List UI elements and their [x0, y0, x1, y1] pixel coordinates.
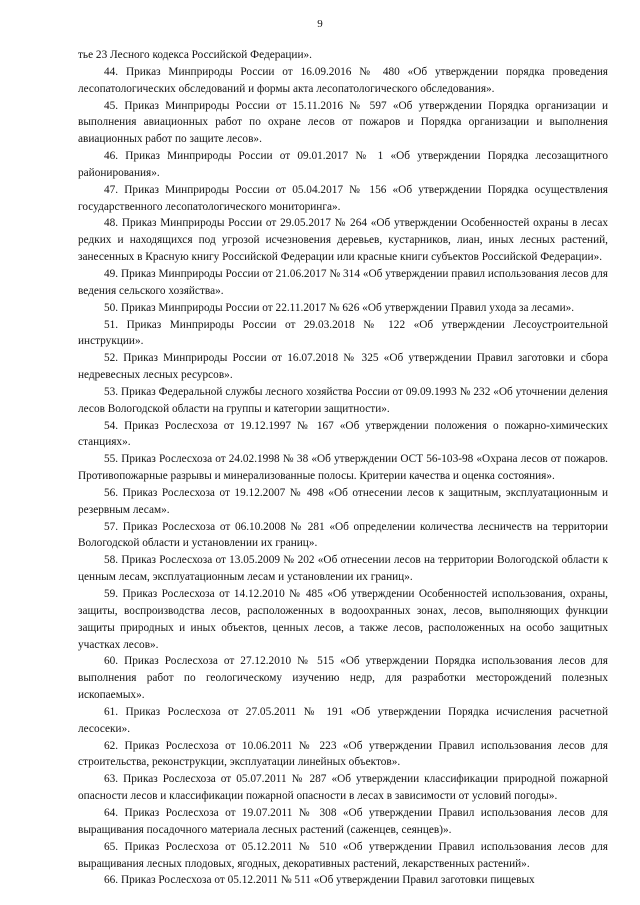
list-item-53: 53. Приказ Федеральной службы лесного хозяйства России от 09.09.1993 № 232 «Об уточнении деления лесов Вологодской области на группы и категории защитности». — [78, 385, 608, 415]
list-item-52: 52. Приказ Минприроды России от 16.07.2018 № 325 «Об утверждении Правил заготовки и сбора недревесных лесных ресурсов». — [78, 352, 608, 382]
list-item-45: 45. Приказ Минприроды России от 15.11.2016 № 597 «Об утверждении Порядка организации и выполнения авиационных работ по охране лесов от пожаров и Порядка организации и выполнения авиационных работ по защите лесов». — [78, 99, 608, 146]
list-item-61: 61. Приказ Рослесхоза от 27.05.2011 № 191 «Об утверждении Порядка исчисления расчетной лесосеки». — [78, 705, 608, 735]
list-item-58: 58. Приказ Рослесхоза от 13.05.2009 № 202 «Об отнесении лесов на территории Вологодской области к ценным лесам, эксплуатационным лесам и установлении их границ». — [78, 554, 608, 584]
list-item-62: 62. Приказ Рослесхоза от 10.06.2011 № 223 «Об утверждении Правил использования лесов для строительства, реконструкции, эксплуатации линейных объектов». — [78, 739, 608, 769]
list-item-65: 65. Приказ Рослесхоза от 05.12.2011 № 510 «Об утверждении Правил использования лесов для выращивания лесных плодовых, ягодных, декоративных растений, лекарственных растений». — [78, 840, 608, 870]
list-item-64: 64. Приказ Рослесхоза от 19.07.2011 № 308 «Об утверждении Правил использования лесов для выращивания посадочного материала лесных растений (саженцев, сеянцев)». — [78, 806, 608, 836]
list-item-59: 59. Приказ Рослесхоза от 14.12.2010 № 485 «Об утверждении Особенностей использования, охраны, защиты, воспроизводства лесов, расположенных в водоохранных зонах, лесов, выполняющих функции защиты природных и иных объектов, ценных лесов, а также лесов, расположенных на особо защитных участках лесов». — [78, 588, 608, 651]
list-item-44: 44. Приказ Минприроды России от 16.09.2016 № 480 «Об утверждении порядка проведения лесопатологических обследований и формы акта лесопатологического обследования». — [78, 65, 608, 95]
paragraph-continuation: тье 23 Лесного кодекса Российской Федерации». — [78, 49, 312, 61]
page-number: 9 — [317, 18, 323, 30]
document-body — [78, 47, 608, 889]
list-item-55: 55. Приказ Рослесхоза от 24.02.1998 № 38 «Об утверждении ОСТ 56-103-98 «Охрана лесов от пожаров. Противопожарные разрывы и минерализованные полосы. Критерии качества и оценка состояния». — [78, 453, 608, 483]
list-item-49: 49. Приказ Минприроды России от 21.06.2017 № 314 «Об утверждении правил использования лесов для ведения сельского хозяйства». — [78, 267, 608, 297]
list-item-63: 63. Приказ Рослесхоза от 05.07.2011 № 287 «Об утверждении классификации природной пожарной опасности лесов и классификации пожарной опасности в лесах в зависимости от условий погоды». — [78, 773, 608, 803]
list-item-54: 54. Приказ Рослесхоза от 19.12.1997 № 167 «Об утверждении положения о пожарно-химических станциях». — [78, 419, 608, 449]
list-item-51: 51. Приказ Минприроды России от 29.03.2018 № 122 «Об утверждении Лесоустроительной инструкции». — [78, 318, 608, 348]
list-item-46: 46. Приказ Минприроды России от 09.01.2017 № 1 «Об утверждении Порядка лесозащитного районирования». — [78, 150, 608, 179]
list-item-60: 60. Приказ Рослесхоза от 27.12.2010 № 515 «Об утверждении Порядка использования лесов для выполнения работ по геологическому изучению недр, для разработки месторождений полезных ископаемых». — [78, 655, 608, 702]
list-item-48: 48. Приказ Минприроды России от 29.05.2017 № 264 «Об утверждении Особенностей охраны в лесах редких и находящихся под угрозой исчезновения деревьев, кустарников, лиан, иных лесных растений, занесенных в Красную книгу Российской Федерации или красные книги субъектов Российской Федерации». — [78, 217, 608, 264]
list-item-47: 47. Приказ Минприроды России от 05.04.2017 № 156 «Об утверждении Порядка осуществления государственного лесопатологического мониторинга». — [78, 183, 608, 213]
list-item-66: 66. Приказ Рослесхоза от 05.12.2011 № 511 «Об утверждении Правил заготовки пищевых — [104, 874, 535, 887]
list-item-56: 56. Приказ Рослесхоза от 19.12.2007 № 498 «Об отнесении лесов к защитным, эксплуатационным и резервным лесам». — [78, 486, 608, 516]
list-item-50: 50. Приказ Минприроды России от 22.11.2017 № 626 «Об утверждении Правил ухода за лесами». — [104, 301, 575, 314]
list-item-57: 57. Приказ Рослесхоза от 06.10.2008 № 281 «Об определении количества лесничеств на территории Вологодской области и установлении их границ». — [78, 520, 608, 550]
